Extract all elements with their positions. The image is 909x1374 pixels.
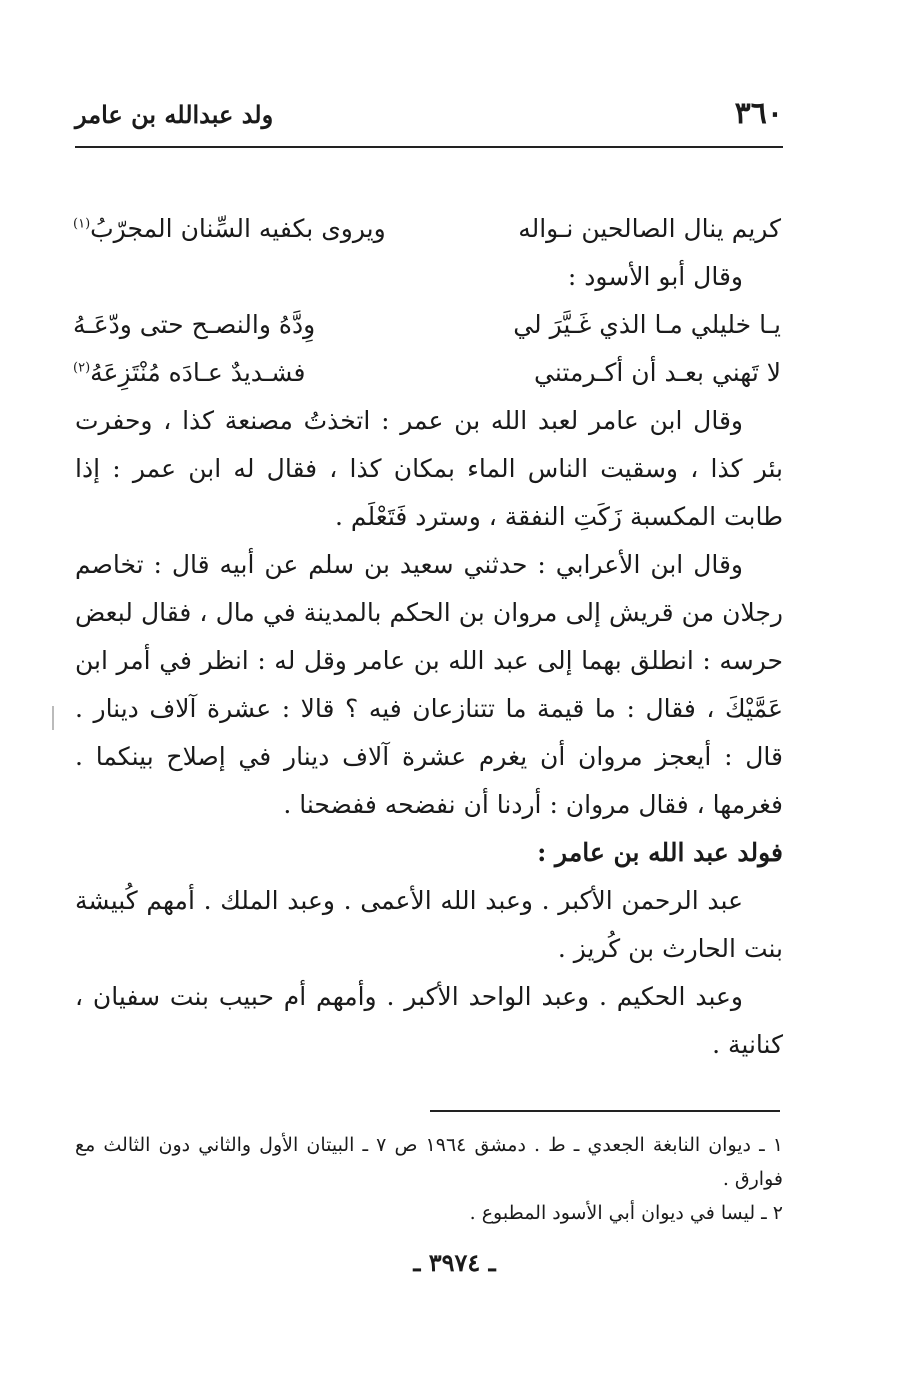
paragraph: وقال ابن الأعرابي : حدثني سعيد بن سلم عن أبيه قال : تخاصم رجلان من قريش إلى مروان بن الحكم بالمدينة في مال ، فقال لبعض حرسه : انطلق بهما إلى عبد الله بن عامر وقل له : انظر في أمر ابن عَمَّيْكَ ، فقال : ما قيمة ما تتنازعان فيه ؟ قالا : عشرة آلاف دينار . قال : أيعجز مروان أن يغرم عشرة آلاف دينار في إصلاح بينكما . فغرمها ، فقال مروان : أردنا أن نفضحه ففضحنا . (75, 550, 783, 819)
verse-second-hemistich (73, 205, 386, 253)
verse-first-hemistich: كريم ينال الصالحين نـواله (518, 214, 781, 243)
hemistich-text: فشـديدٌ عـادَه مُنْتَزِعَهُ (90, 358, 306, 387)
footnote: ٢ ـ ليسا في ديوان أبي الأسود المطبوع . (469, 1202, 783, 1224)
margin-mark (52, 706, 54, 730)
paragraph: وقال ابن عامر لعبد الله بن عمر : اتخذتُ مصنعة كذا ، وحفرت بئر كذا ، وسقيت الناس الماء بمكان كذا ، فقال له ابن عمر : إذا طابت المكسبة زَكَتِ النفقة ، وسترد فَتَعْلَم . (75, 406, 783, 531)
verse-line (73, 205, 781, 253)
paragraph: وعبد الحكيم . وعبد الواحد الأكبر . وأمهم أم حبيب بنت سفيان ، كنانية . (75, 982, 783, 1059)
page-number: ٣٦٠ (734, 96, 783, 131)
verse-line (73, 349, 781, 397)
verse-first-hemistich: يـا خليلي مـا الذي غَـيَّرَ لي (513, 310, 781, 339)
running-title: ولد عبدالله بن عامر (75, 100, 274, 129)
body-text (75, 205, 783, 1069)
footnote-rule (430, 1110, 780, 1112)
footnote: ١ ـ ديوان النابغة الجعدي ـ ط . دمشق ١٩٦٤ ص ٧ ـ البيتان الأول والثاني دون الثالث مع فوارق . (75, 1134, 783, 1190)
footnote-ref: (١) (73, 216, 91, 232)
verse-second-hemistich: وِدَّهُ والنصـح حتى ودّعَـهُ (73, 310, 316, 339)
verse-second-hemistich (73, 349, 306, 397)
footnotes (75, 1128, 783, 1230)
paragraph: عبد الرحمن الأكبر . وعبد الله الأعمى . وعبد الملك . أمهم كُبيشة بنت الحارث بن كُريز . (75, 886, 783, 963)
section-heading: فولد عبد الله بن عامر : (537, 838, 783, 867)
verse-first-hemistich: لا تَهني بعـد أن أكـرمتني (534, 358, 781, 387)
footnote-ref: (٢) (73, 360, 91, 376)
page-header (75, 96, 783, 140)
hemistich-text: ويروى بكفيه السِّنان المجرّبُ (90, 214, 386, 243)
verse-line (73, 301, 781, 349)
header-rule (75, 146, 783, 148)
poet-intro: وقال أبو الأسود : (567, 262, 743, 291)
folio-number: ـ ٣٩٧٤ ـ (413, 1248, 496, 1277)
